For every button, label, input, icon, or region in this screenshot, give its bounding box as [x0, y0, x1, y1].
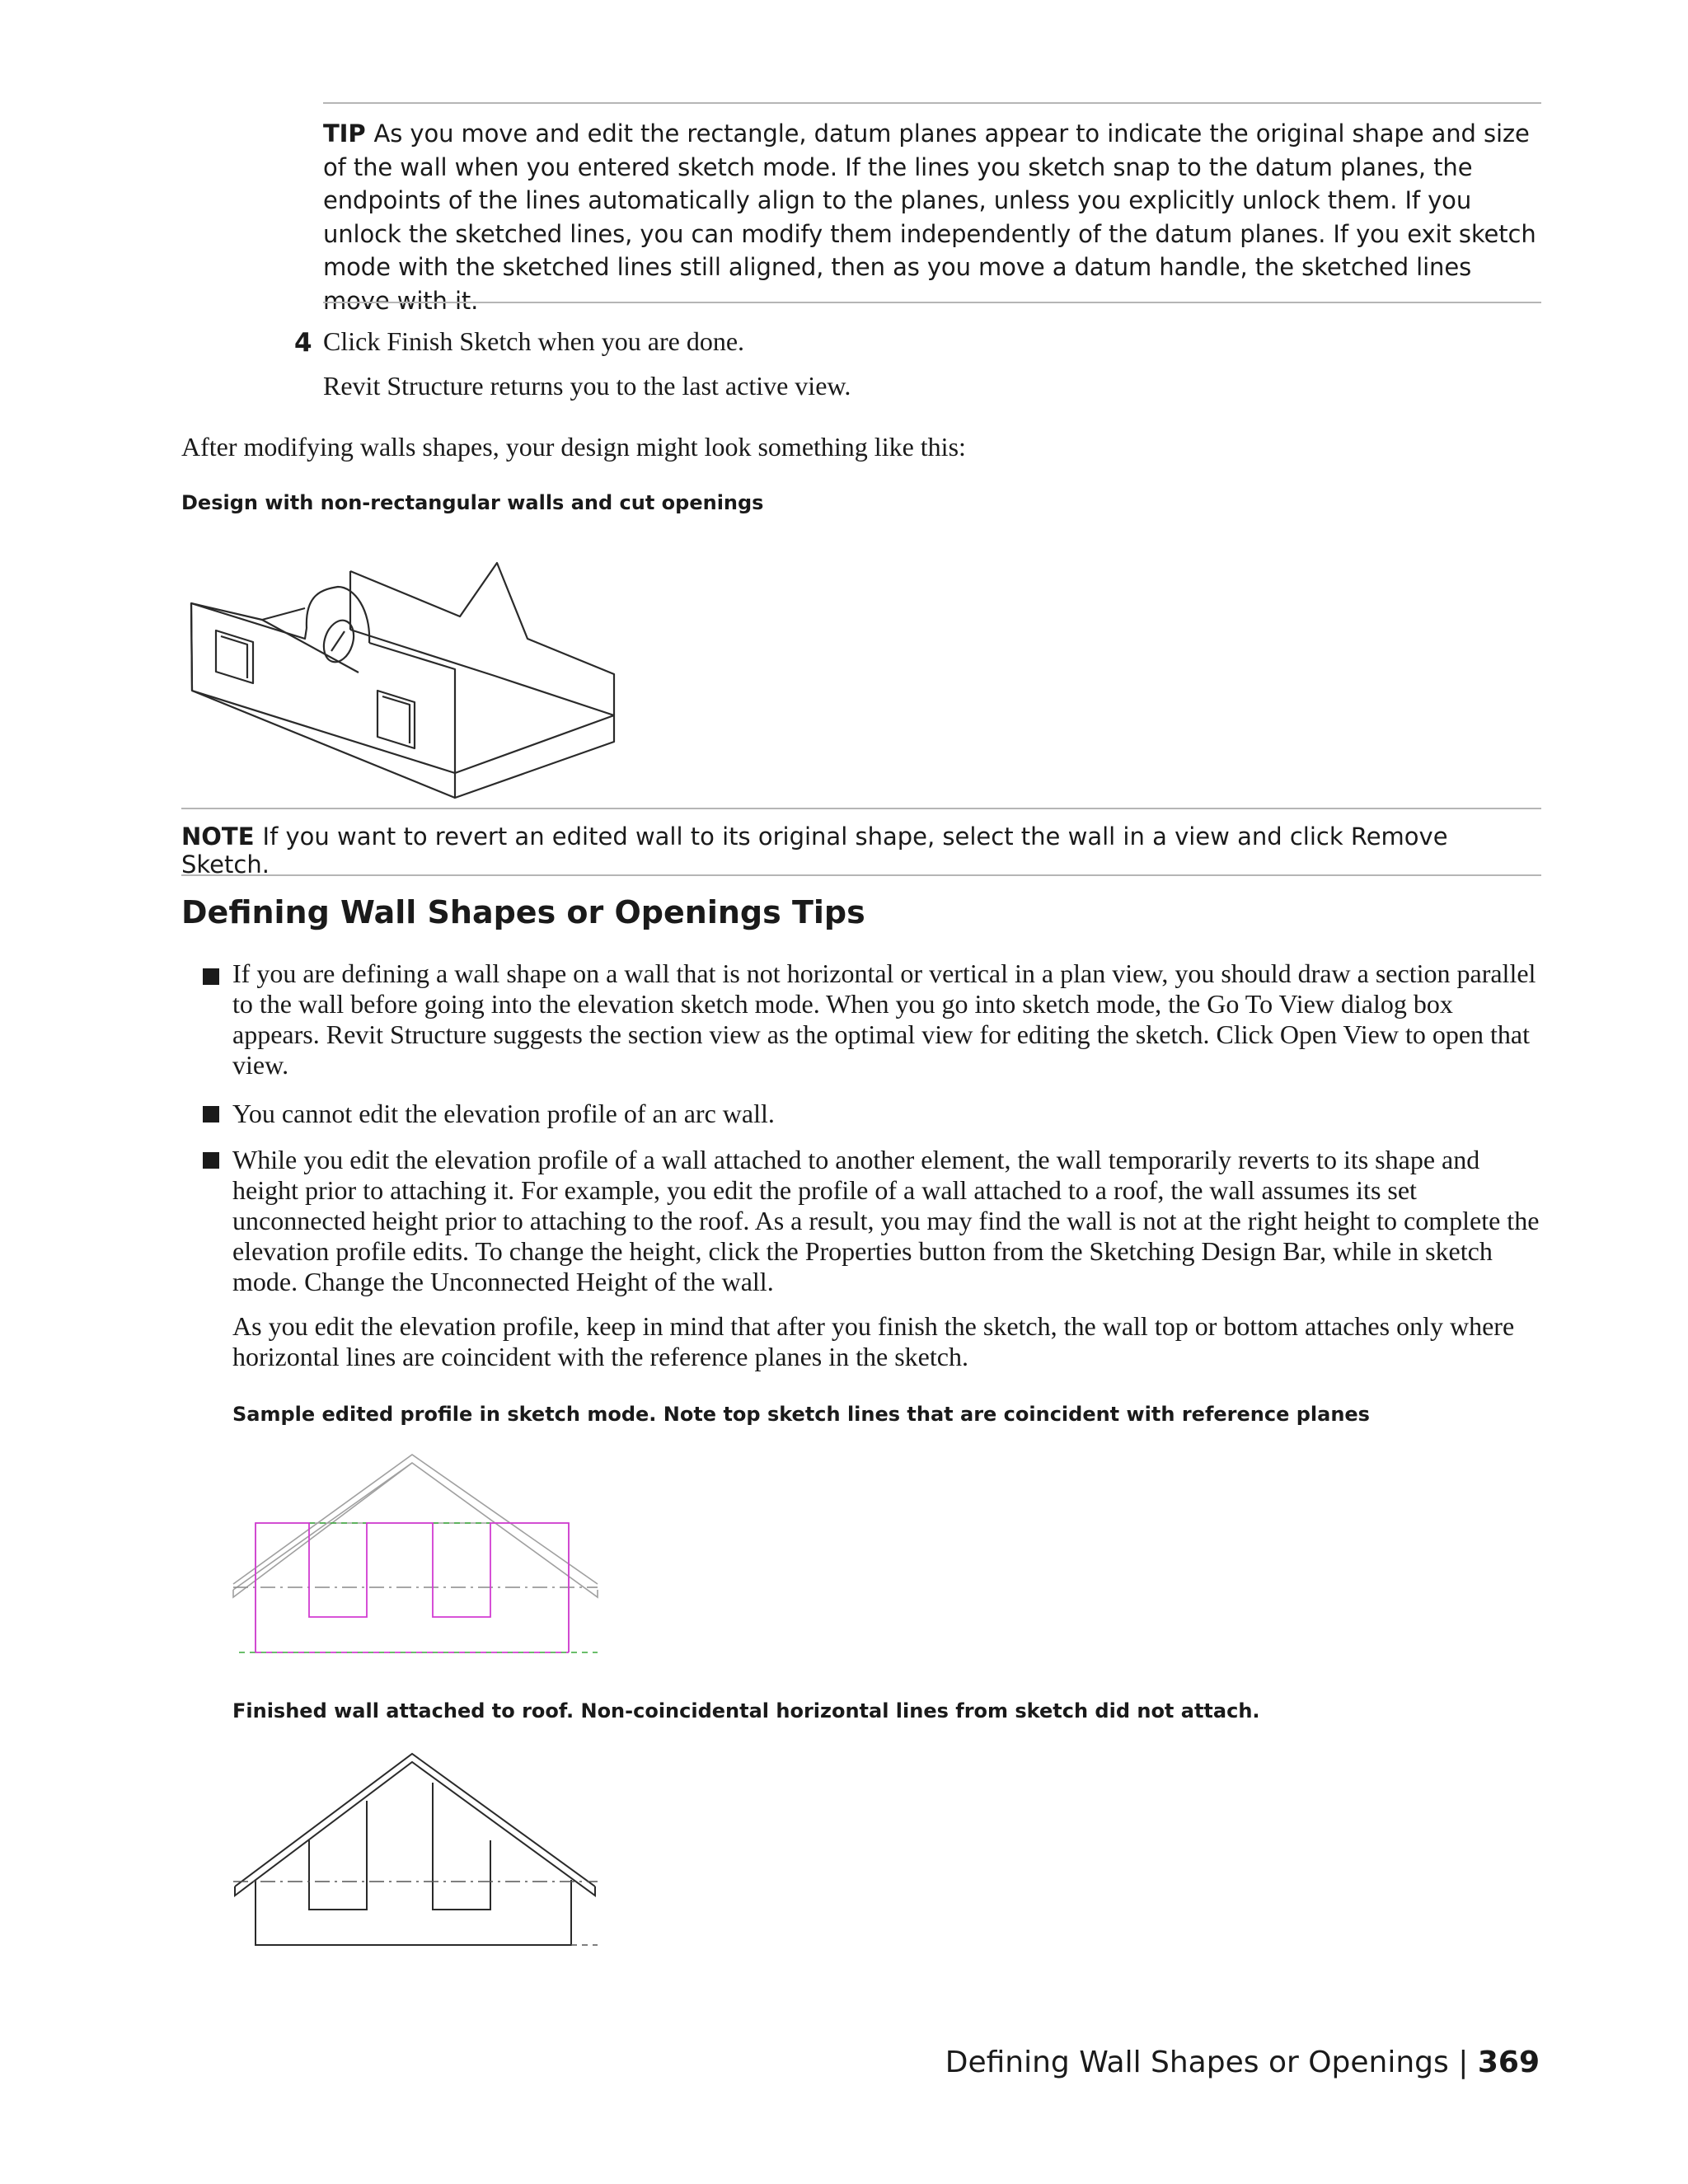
- intro-text: After modifying walls shapes, your design might look something like this:: [181, 432, 966, 462]
- note-text: If you want to revert an edited wall to its original shape, select the wall in a view and click Remove Sketch.: [181, 823, 1448, 879]
- tip-followup-text: As you edit the elevation profile, keep in mind that after you finish the sketch, the wall top or bottom attaches only where horizontal lines are coincident with the reference planes in the sketch.: [232, 1311, 1515, 1371]
- step-number: 4: [294, 328, 312, 358]
- section-heading: Defining Wall Shapes or Openings Tips: [181, 894, 865, 930]
- figure1-caption: Design with non-rectangular walls and cut openings: [181, 491, 764, 514]
- page-footer: [945, 2046, 1540, 2079]
- footer-separator: |: [1458, 2046, 1469, 2079]
- page-number: 369: [1477, 2046, 1540, 2079]
- figure3-caption: Finished wall attached to roof. Non-coincidental horizontal lines from sketch did not attach.: [232, 1699, 1260, 1722]
- tip-text: As you move and edit the rectangle, datum planes appear to indicate the original shape and size of the wall when you entered sketch mode. If the lines you sketch snap to the datum planes, the endpoints of the lines automatically align to the planes, unless you explicitly unlock them. If you unlock the sketched lines, you can modify them independently of the datum planes. If you exit sketch mode with the sketched lines still aligned, then as you move a datum handle, the sketched lines move with it.: [323, 120, 1536, 315]
- tip-item-1: If you are defining a wall shape on a wall that is not horizontal or vertical in a plan view, you should draw a section parallel to the wall before going into the elevation sketch mode. When you go into sketch mode, the Go To View dialog box appears. Revit Structure suggests the section view as the optimal view for editing the sketch. Click Open View to open that view.: [232, 958, 1536, 1080]
- tip-item-2: You cannot edit the elevation profile of an arc wall.: [232, 1099, 775, 1128]
- wall-outline: [256, 1783, 571, 1945]
- roof-outline: [235, 1754, 595, 1896]
- footer-section-title: Defining Wall Shapes or Openings: [945, 2046, 1449, 2079]
- tip-label: TIP: [323, 120, 366, 148]
- tip-item-3: While you edit the elevation profile of a wall attached to another element, the wall temporarily reverts to its shape and height prior to attaching it. For example, you edit the profile of a wall attached to a roof, the wall assumes its set unconnected height prior to attaching to the roof. As a result, you may find the wall is not at the right height to complete the elevation profile edits. To change the height, click the Properties button from the Sketching Design Bar, while in sketch mode. Change the Unconnected Height of the wall.: [232, 1145, 1540, 1296]
- step-text: Click Finish Sketch when you are done.: [323, 326, 745, 356]
- figure2-caption: Sample edited profile in sketch mode. Note top sketch lines that are coincident with reference planes: [232, 1403, 1370, 1426]
- step-result: Revit Structure returns you to the last active view.: [323, 371, 851, 401]
- note-label: NOTE: [181, 823, 255, 851]
